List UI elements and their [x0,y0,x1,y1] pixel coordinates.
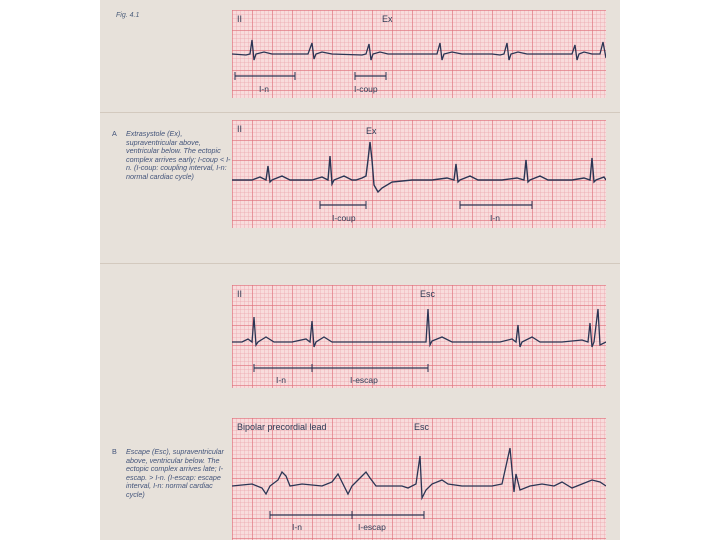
lead-label: II [237,289,243,299]
interval-label: I-n [292,522,302,532]
caption-b [112,448,232,500]
interval-label: I-escap [350,375,378,385]
interval-i-coup [355,72,386,80]
interval-i-coup [320,201,366,209]
ecg-trace-svg [232,10,606,98]
ecg-strip-a2 [232,120,606,228]
ecg-strip-a1 [232,10,606,98]
interval-label: I-coup [354,84,378,94]
caption-a [112,130,232,182]
ectopic-marker: Esc [414,422,430,432]
lead-label: Bipolar precordial lead [237,422,327,432]
interval-i-n [460,201,532,209]
interval-label: I-coup [332,213,356,223]
figure-label: Fig. 4.1 [116,12,140,19]
ecg-trace [232,40,606,60]
ectopic-marker: Esc [420,289,436,299]
interval-i-n [270,511,352,519]
lead-label: II [237,14,243,24]
interval-label: I-escap [358,522,386,532]
caption-text: Extrasystole (Ex), supraventricular above, ventricular below. The ectopic complex arrives early; I-coup < I-n. (I-coup: coupling interval, I-n: normal cardiac cycle) [126,129,231,181]
interval-label: I-n [490,213,500,223]
ecg-trace [232,448,606,498]
caption-letter: B [112,447,117,456]
section-divider [100,263,620,264]
ecg-trace-svg [232,120,606,228]
ectopic-marker: Ex [366,126,377,136]
section-divider [100,112,620,113]
ectopic-marker: Ex [382,14,393,24]
ecg-trace-svg [232,418,606,540]
ecg-trace [232,309,606,347]
interval-label: I-n [276,375,286,385]
interval-i-escap [352,511,424,519]
interval-label: I-n [259,84,269,94]
ecg-trace-svg [232,285,606,388]
caption-letter: A [112,129,117,138]
interval-i-n [254,364,312,372]
ecg-strip-b1 [232,285,606,388]
interval-i-n [235,72,295,80]
interval-i-escap [312,364,428,372]
ecg-trace [232,142,606,192]
caption-text: Escape (Esc), supraventricular above, ventricular below. The ectopic complex arrives late; I-escap. > I-n. (I-escap: escape interval, I-n: normal cardiac cycle) [126,447,224,499]
lead-label: II [237,124,243,134]
ecg-strip-b2 [232,418,606,540]
